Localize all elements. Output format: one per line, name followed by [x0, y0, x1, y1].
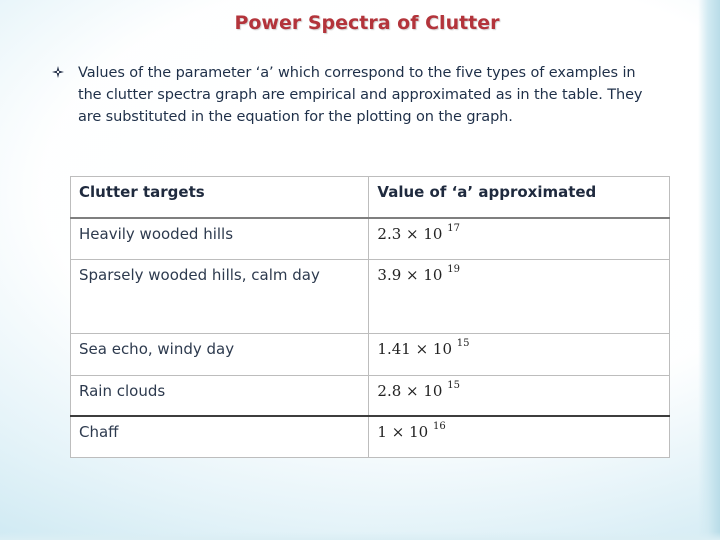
value-exponent: 19: [447, 264, 460, 275]
slide-title: Power Spectra of Clutter: [234, 12, 500, 34]
table-header-row: [71, 177, 670, 218]
value-exponent: 17: [447, 222, 460, 234]
value-mantissa: 2.3 × 10: [377, 224, 443, 243]
clutter-target-cell: Sparsely wooded hills, calm day: [71, 260, 369, 334]
table-row: [71, 334, 670, 376]
bullet-paragraph: [52, 62, 652, 128]
bottom-edge-gradient: [0, 532, 720, 540]
value-mantissa: 3.9 × 10: [377, 266, 443, 284]
value-cell: [369, 376, 670, 416]
clutter-table: [70, 176, 670, 458]
value-cell: [369, 218, 670, 260]
column-header-value: Value of ‘a’ approximated: [369, 177, 670, 218]
clutter-target-cell: Sea echo, windy day: [71, 334, 369, 376]
table-row: [71, 416, 670, 458]
clutter-target-cell: Heavily wooded hills: [71, 218, 369, 260]
clutter-target-cell: Chaff: [71, 416, 369, 458]
value-cell: [369, 334, 670, 376]
bullet-text: Values of the parameter ‘a’ which correspond to the five types of examples in the clutter spectra graph are empirical and approximated as in the table. They are substituted in the equation for the plotting on the graph.: [78, 65, 643, 125]
value-exponent: 15: [447, 380, 460, 391]
value-cell: [369, 260, 670, 334]
value-exponent: 16: [432, 420, 446, 432]
value-mantissa: 1 × 10: [377, 422, 429, 441]
column-header-targets: Clutter targets: [71, 177, 369, 218]
table-row: [71, 260, 670, 334]
value-mantissa: 1.41 × 10: [377, 340, 453, 358]
diamond-bullet-icon: [52, 66, 68, 80]
table-row: [71, 376, 670, 416]
value-exponent: 15: [456, 338, 470, 349]
value-cell: [369, 416, 670, 458]
right-edge-gradient: [698, 0, 720, 540]
value-mantissa: 2.8 × 10: [377, 382, 443, 400]
table-row: [71, 218, 670, 260]
clutter-target-cell: Rain clouds: [71, 376, 369, 416]
